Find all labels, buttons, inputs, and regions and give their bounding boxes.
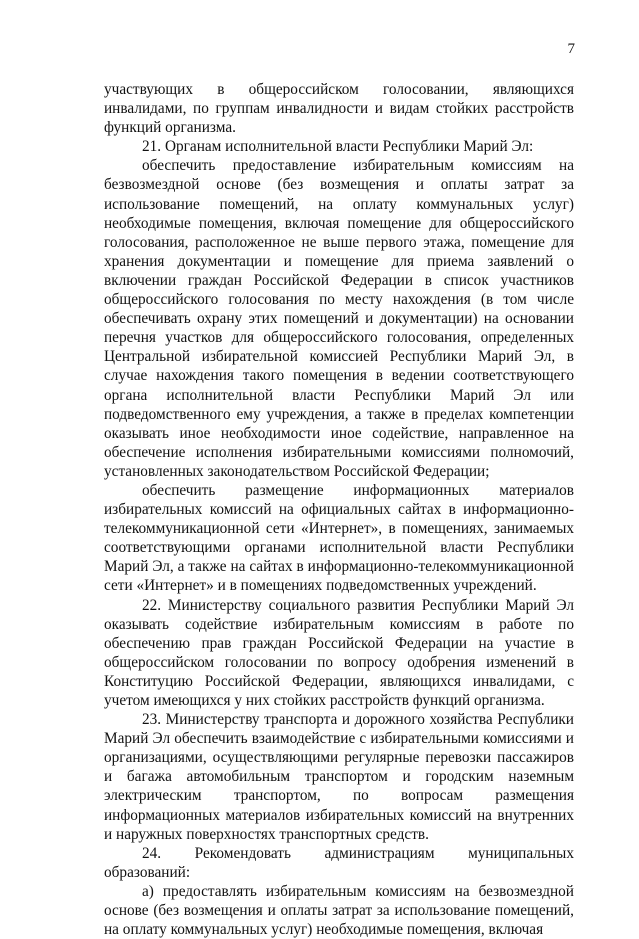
paragraph-info-materials: обеспечить размещение информационных материалов избирательных комиссий на официальных сайтах в информационно-телекоммуникационной сети «Интернет», в помещениях, занимаемых соответствующими органами исполнительной власти Республики Марий Эл, а также на сайтах в информационно-телекоммуникационной сети «Интернет» и в помещениях подведомственных учреждений. — [104, 481, 574, 595]
paragraph-item-23: 23. Министерству транспорта и дорожного хозяйства Республики Марий Эл обеспечить взаимодействие с избирательными комиссиями и организациями, осуществляющими регулярные перевозки пассажиров и багажа автомобильным транспортом и городским наземным электрическим транспортом, по вопросам размещения информационных материалов избирательных комиссий на внутренних и наружных поверхностях транспортных средств. — [104, 711, 574, 843]
paragraph-item-22: 22. Министерству социального развития Республики Марий Эл оказывать содействие избирательным комиссиям в работе по обеспечению прав граждан Российской Федерации на участие в общероссийском голосовании по вопросу одобрения изменений в Конституцию Российской Федерации, являющихся инвалидами, с учетом имеющихся у них стойких расстройств функций организма. — [104, 596, 574, 709]
paragraph-item-24: 24. Рекомендовать администрациям муниципальных образований: — [104, 844, 574, 881]
paragraph-provide-premises: обеспечить предоставление избирательным комиссиям на безвозмездной основе (без возмещения и оплаты затрат за использование помещений, на оплату коммунальных услуг) необходимые помещения, включая помещение для общероссийского голосования, расположенное не выше первого этажа, помещение для хранения документации и помещение для приема заявлений о включении граждан Российской Федерации в список участников общероссийского голосования по месту нахождения (в том числе обеспечивать охрану этих помещений и документации) на основании перечня участков для общероссийского голосования, определенных Центральной избирательной комиссией Республики Марий Эл, в случае нахождения такого помещения в ведении соответствующего органа исполнительной власти Республики Марий Эл или подведомственного ему учреждения, а также в пределах компетенции оказывать иное необходимости иное содействие, направленное на обеспечение исполнения избирательными комиссиями полномочий, установленных законодательством Российской Федерации; — [104, 157, 574, 480]
paragraph-continuation: участвующих в общероссийском голосовании, являющихся инвалидами, по группам инвалидности и видам стойких расстройств функций организма. — [104, 81, 574, 137]
document-body — [104, 80, 574, 939]
paragraph-item-21: 21. Органам исполнительной власти Республики Марий Эл: — [142, 138, 534, 156]
page-number: 7 — [567, 41, 575, 57]
paragraph-item-24a: а) предоставлять избирательным комиссиям на безвозмездной основе (без возмещения и оплаты затрат за использование помещений, на оплату коммунальных услуг) необходимые помещения, включая — [104, 882, 574, 939]
